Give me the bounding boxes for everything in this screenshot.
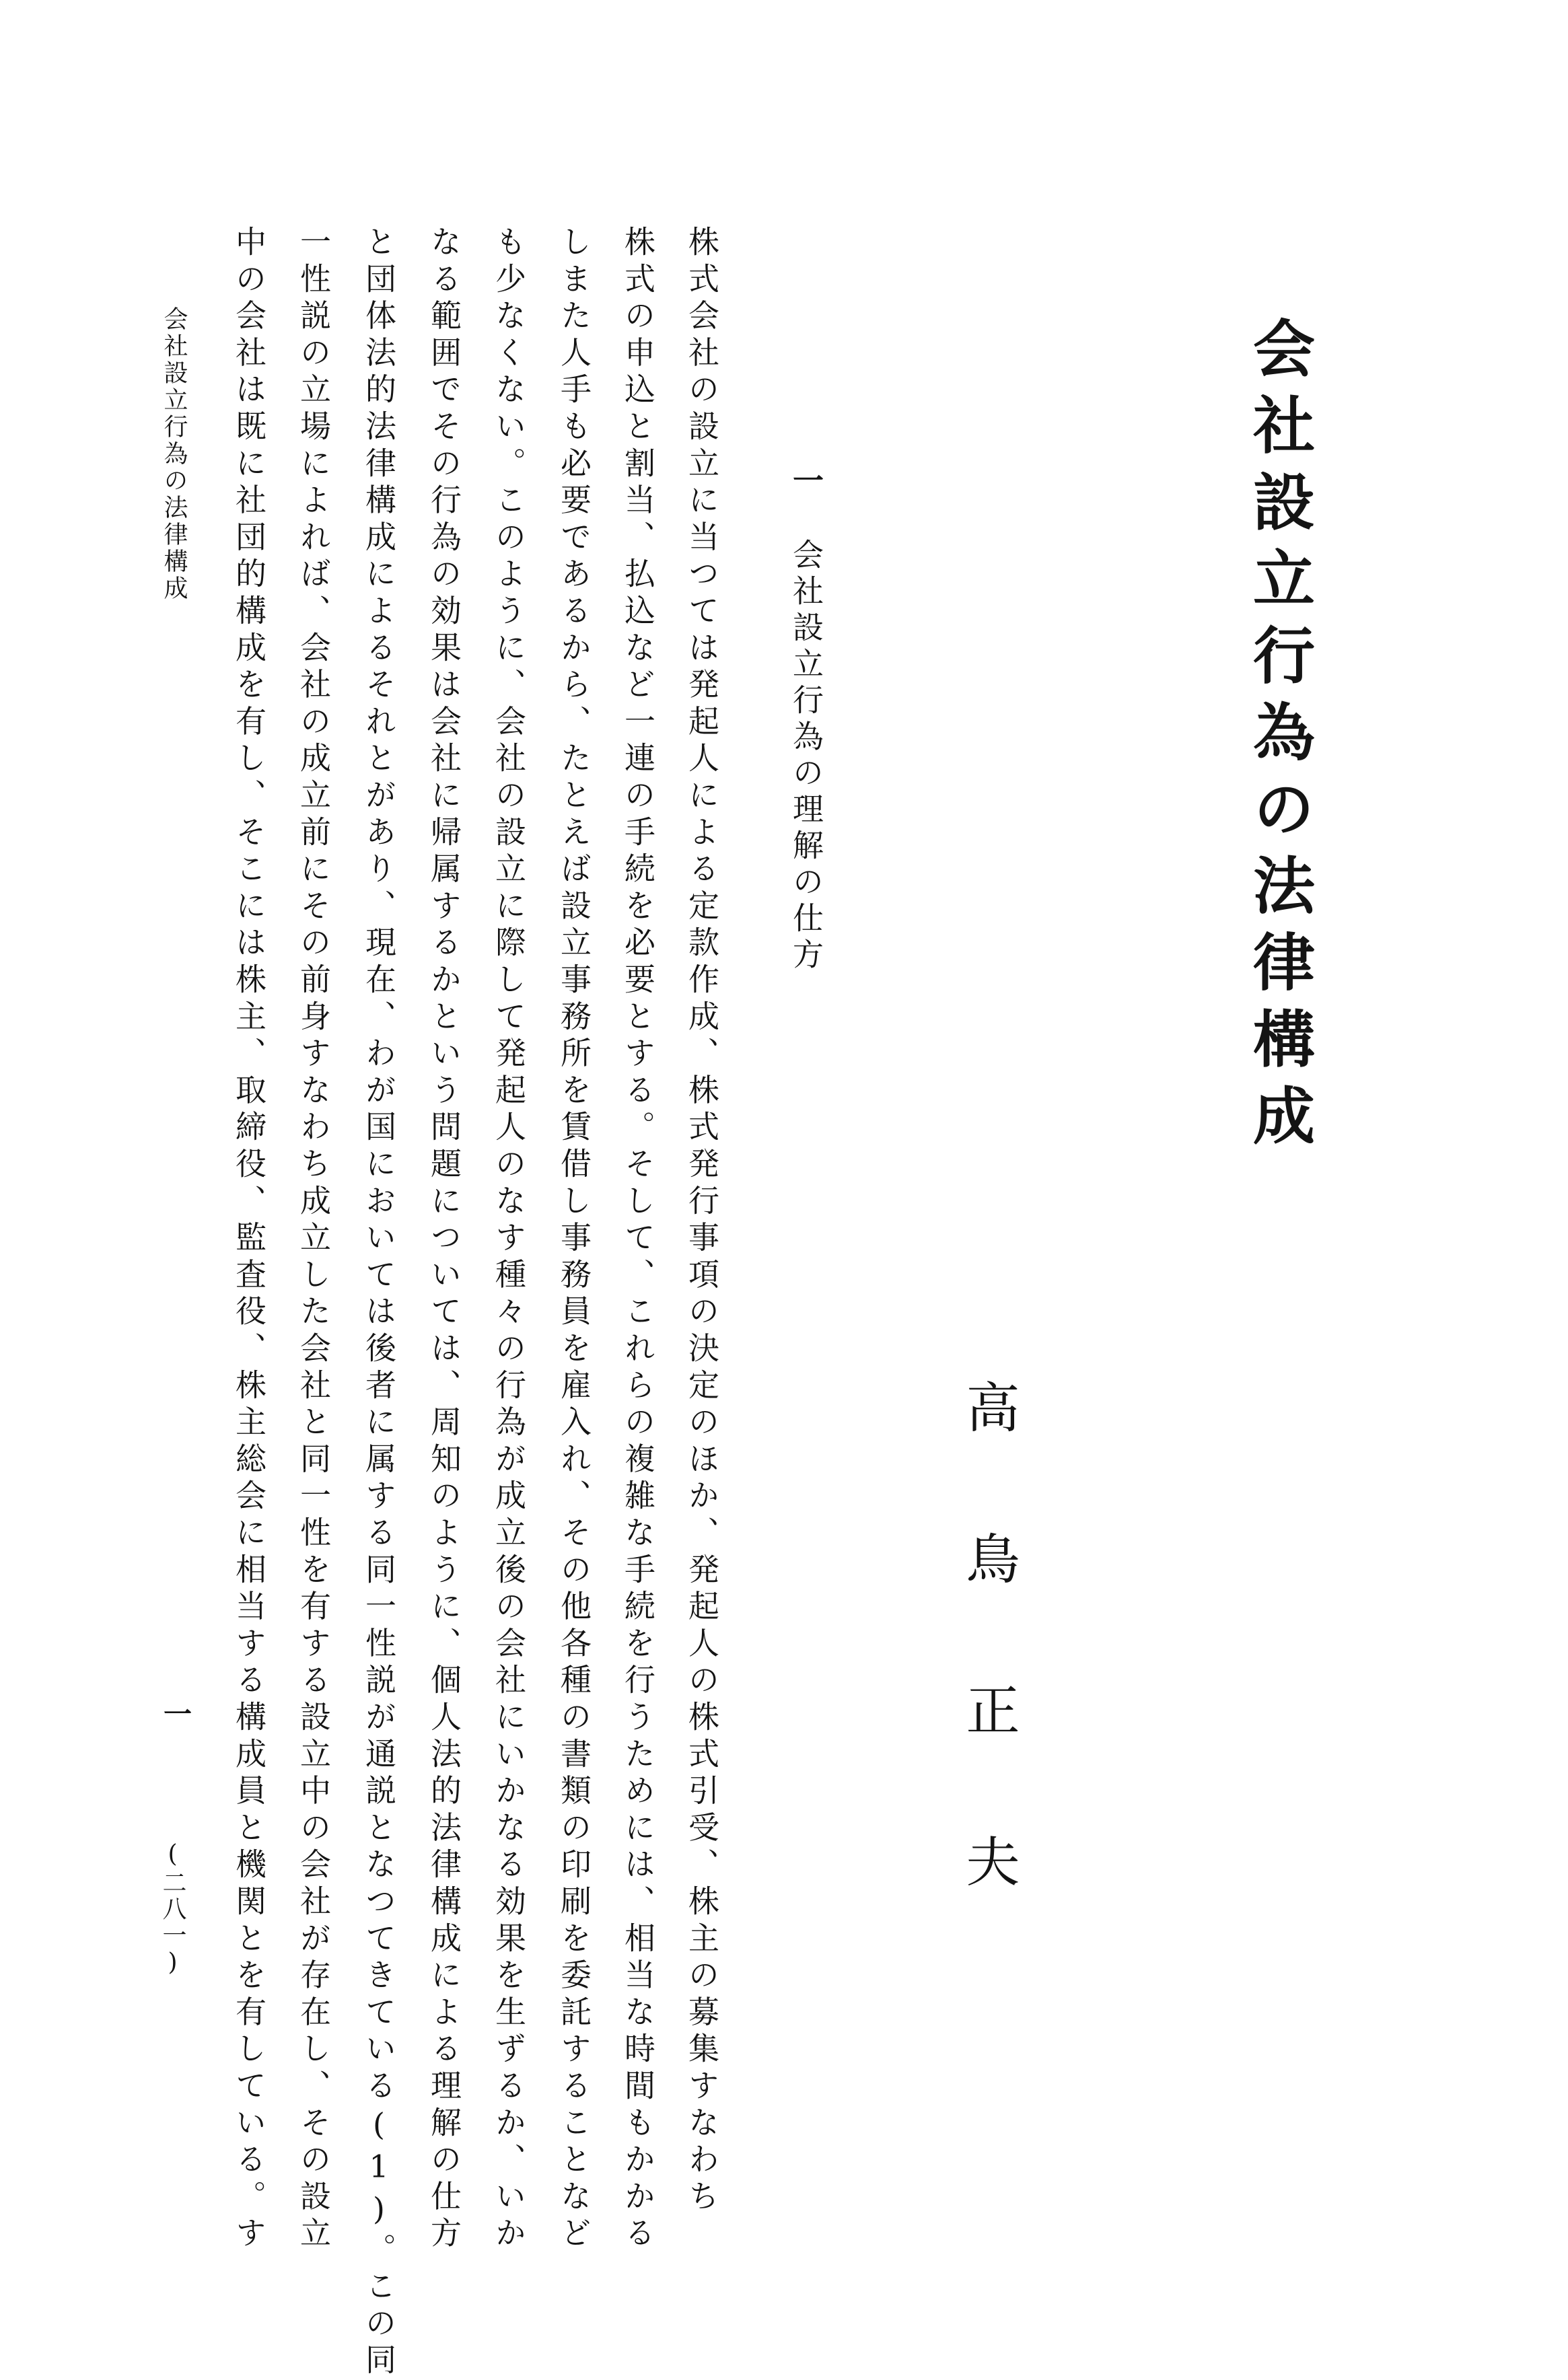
article-title: 会社設立行為の法律構成: [1243, 316, 1316, 1160]
body-line-6: と団体法的法律構成によるそれとがあり、現在、わが国においては後者に属する同一性説が通説となつてきている(1)。この同: [361, 225, 397, 2380]
body-line-3: しまた人手も必要であるから、たとえば設立事務所を賃借し事務員を雇入れ、その他各種の書類の印刷を委託することなど: [556, 225, 592, 2253]
section-heading: 会社設立行為の理解の仕方: [788, 538, 824, 974]
page-kanji: 一: [159, 1699, 192, 1727]
author-name: 高鳥正夫: [957, 1379, 1020, 1985]
body-line-8: 中の会社は既に社団的構成を有し、そこには株主、取締役、監査役、株主総会に相当する構成員と機関とを有している。す: [231, 225, 267, 2253]
body-line-2: 株式の申込と割当、払込など一連の手続を必要とする。そして、これらの複雑な手続を行うためには、相当な時間もかかる: [620, 225, 656, 2253]
body-line-4: も少なくない。このように、会社の設立に際して発起人のなす種々の行為が成立後の会社にいかなる効果を生ずるか、いか: [491, 225, 527, 2253]
body-line-5: なる範囲でその行為の効果は会社に帰属するかという問題については、周知のように、個人法的法律構成による理解の仕方: [426, 225, 462, 2253]
running-header: 会社設立行為の法律構成: [160, 306, 188, 602]
page-number: (二八一): [159, 1840, 186, 1978]
body-line-7: 一性説の立場によれば、会社の成立前にその前身すなわち成立した会社と同一性を有する設立中の会社が存在し、その設立: [295, 225, 332, 2253]
body-line-1: 株式会社の設立に当つては発起人による定款作成、株式発行事項の決定のほか、発起人の株式引受、株主の募集すなわち: [684, 225, 720, 2217]
section-number: 一: [788, 464, 824, 495]
